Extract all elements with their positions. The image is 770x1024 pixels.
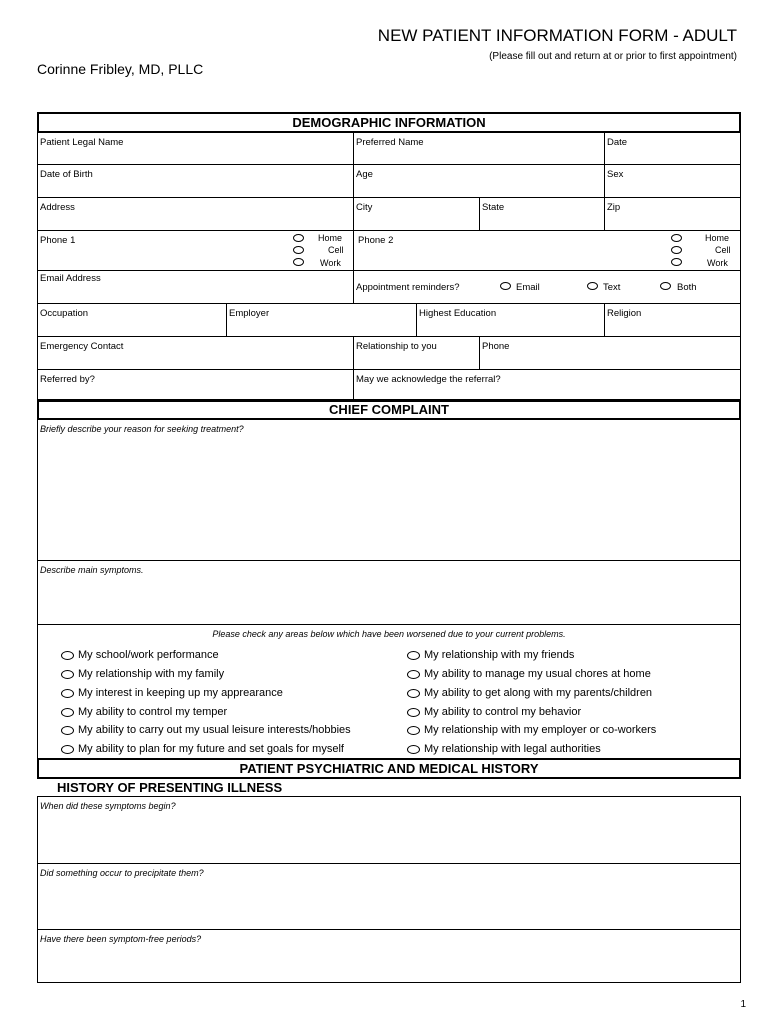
- occupation-field[interactable]: [38, 304, 227, 336]
- history-heading: PATIENT PSYCHIATRIC AND MEDICAL HISTORY: [37, 758, 741, 779]
- phone1-label: Phone 1: [40, 235, 76, 246]
- patient-legal-name-field[interactable]: [38, 133, 354, 164]
- form-title: NEW PATIENT INFORMATION FORM - ADULT: [377, 26, 737, 45]
- left-check-1[interactable]: [61, 649, 219, 661]
- check-radio[interactable]: [61, 745, 74, 754]
- phone1-cell-label: Cell: [328, 245, 344, 255]
- check-label: My ability to control my temper: [78, 706, 228, 718]
- presenting-illness-subheading: HISTORY OF PRESENTING ILLNESS: [57, 780, 283, 795]
- phone1-home-label: Home: [318, 233, 343, 243]
- email-label: Email Address: [40, 273, 101, 284]
- reminder-email-label: Email: [516, 282, 540, 293]
- emergency-phone-label: Phone: [482, 341, 510, 352]
- right-check-2[interactable]: [407, 668, 651, 680]
- dob-label: Date of Birth: [40, 169, 93, 180]
- preferred-name-label: Preferred Name: [356, 137, 424, 148]
- phone2-cell-radio[interactable]: [671, 246, 682, 254]
- practice-name: Corinne Fribley, MD, PLLC: [37, 61, 204, 77]
- demographic-grid: [37, 133, 741, 402]
- check-radio[interactable]: [407, 745, 420, 754]
- relationship-field[interactable]: [354, 337, 480, 369]
- check-radio[interactable]: [61, 708, 74, 717]
- row-occupation: [38, 304, 740, 337]
- check-label: My ability to get along with my parents/children: [424, 687, 653, 699]
- state-field[interactable]: [480, 198, 605, 230]
- email-field[interactable]: [38, 271, 354, 303]
- address-label: Address: [40, 202, 75, 213]
- employer-field[interactable]: [227, 304, 417, 336]
- right-check-4[interactable]: [407, 706, 581, 718]
- check-label: My interest in keeping up my apprearance: [78, 687, 283, 699]
- emergency-contact-field[interactable]: [38, 337, 354, 369]
- right-check-6[interactable]: [407, 743, 601, 755]
- state-label: State: [482, 202, 505, 213]
- date-field[interactable]: [605, 133, 740, 164]
- row-phones: [38, 231, 740, 271]
- chief-complaint-heading: CHIEF COMPLAINT: [37, 399, 741, 420]
- history-grid: [37, 796, 741, 983]
- form-subtitle: (Please fill out and return at or prior to first appointment): [489, 51, 737, 62]
- reminder-text-radio[interactable]: [587, 282, 598, 290]
- employer-label: Employer: [229, 308, 270, 319]
- reminder-both-radio[interactable]: [660, 282, 671, 290]
- chief-complaint-grid: [37, 420, 741, 760]
- row-dob: [38, 165, 740, 198]
- education-field[interactable]: [417, 304, 605, 336]
- symptom-free-field[interactable]: [38, 930, 740, 982]
- reminders-field: [354, 271, 740, 303]
- phone2-home-label: Home: [705, 233, 730, 243]
- row-name: [38, 133, 740, 165]
- check-radio[interactable]: [407, 689, 420, 698]
- sex-field[interactable]: [605, 165, 740, 197]
- zip-label: Zip: [607, 202, 621, 213]
- phone1-work-label: Work: [320, 258, 341, 268]
- phone1-home-radio[interactable]: [293, 234, 304, 242]
- left-check-3[interactable]: [61, 687, 283, 699]
- demographic-heading: DEMOGRAPHIC INFORMATION: [37, 112, 741, 133]
- phone2-work-label: Work: [707, 258, 728, 268]
- age-field[interactable]: [354, 165, 605, 197]
- row-address: [38, 198, 740, 231]
- dob-field[interactable]: [38, 165, 354, 197]
- symptoms-label: Describe main symptoms.: [40, 565, 144, 575]
- reminder-both-label: Both: [677, 282, 697, 293]
- row-referral: [38, 370, 740, 401]
- reminder-text-label: Text: [603, 282, 621, 293]
- check-label: My relationship with my friends: [424, 649, 575, 661]
- left-check-4[interactable]: [61, 706, 227, 718]
- emergency-contact-label: Emergency Contact: [40, 341, 124, 352]
- phone2-work-radio[interactable]: [671, 258, 682, 266]
- right-check-3[interactable]: [407, 687, 652, 699]
- check-label: My relationship with my family: [78, 668, 225, 680]
- religion-field[interactable]: [605, 304, 740, 336]
- phone2-label: Phone 2: [358, 235, 394, 246]
- check-radio[interactable]: [61, 670, 74, 679]
- check-label: My school/work performance: [78, 649, 219, 661]
- occupation-label: Occupation: [40, 308, 89, 319]
- relationship-label: Relationship to you: [356, 341, 437, 352]
- check-radio[interactable]: [61, 651, 74, 660]
- symptoms-field[interactable]: [38, 561, 740, 625]
- acknowledge-referral-label: May we acknowledge the referral?: [356, 374, 501, 385]
- check-label: My relationship with legal authorities: [424, 743, 601, 755]
- phone2-field[interactable]: [354, 231, 740, 270]
- phone1-cell-radio[interactable]: [293, 246, 304, 254]
- check-radio[interactable]: [407, 670, 420, 679]
- check-label: My relationship with my employer or co-workers: [424, 724, 657, 736]
- phone1-work-radio[interactable]: [293, 258, 304, 266]
- phone1-field[interactable]: [38, 231, 354, 270]
- check-radio[interactable]: [61, 726, 74, 735]
- row-emergency: [38, 337, 740, 370]
- phone2-home-radio[interactable]: [671, 234, 682, 242]
- city-label: City: [356, 202, 373, 213]
- symptoms-begin-label: When did these symptoms begin?: [40, 801, 176, 811]
- left-check-2[interactable]: [61, 668, 224, 680]
- patient-legal-name-label: Patient Legal Name: [40, 137, 124, 148]
- age-label: Age: [356, 169, 373, 180]
- precipitate-label: Did something occur to precipitate them?: [40, 868, 204, 878]
- reason-label: Briefly describe your reason for seeking treatment?: [40, 424, 244, 434]
- reason-field[interactable]: [38, 420, 740, 561]
- row-email: [38, 271, 740, 304]
- precipitate-field[interactable]: [38, 864, 740, 930]
- symptoms-begin-field[interactable]: [38, 797, 740, 864]
- page-number: 1: [740, 999, 746, 1010]
- city-field[interactable]: [354, 198, 480, 230]
- check-label: My ability to plan for my future and set goals for myself: [78, 743, 344, 755]
- referred-by-field[interactable]: [38, 370, 354, 401]
- left-check-6[interactable]: [61, 743, 344, 755]
- phone2-cell-label: Cell: [715, 245, 731, 255]
- religion-label: Religion: [607, 308, 642, 319]
- left-check-5[interactable]: [61, 724, 351, 736]
- referred-by-label: Referred by?: [40, 374, 95, 385]
- zip-field[interactable]: [605, 198, 740, 230]
- check-radio[interactable]: [61, 689, 74, 698]
- education-label: Highest Education: [419, 308, 497, 319]
- check-label: My ability to control my behavior: [424, 706, 582, 718]
- check-prompt: Please check any areas below which have been worsened due to your current problems.: [212, 629, 566, 639]
- reminder-email-radio[interactable]: [500, 282, 511, 290]
- emergency-phone-field[interactable]: [480, 337, 740, 369]
- check-label: My ability to carry out my usual leisure interests/hobbies: [78, 724, 351, 736]
- check-radio[interactable]: [407, 651, 420, 660]
- check-label: My ability to manage my usual chores at home: [424, 668, 651, 680]
- right-check-5[interactable]: [407, 724, 656, 736]
- right-check-1[interactable]: [407, 649, 574, 661]
- date-label: Date: [607, 137, 628, 148]
- address-field[interactable]: [38, 198, 354, 230]
- reminders-label: Appointment reminders?: [356, 282, 460, 293]
- sex-label: Sex: [607, 169, 624, 180]
- symptom-free-label: Have there been symptom-free periods?: [40, 934, 202, 944]
- check-radio[interactable]: [407, 726, 420, 735]
- worsened-areas: [38, 625, 740, 759]
- preferred-name-field[interactable]: [354, 133, 605, 164]
- check-radio[interactable]: [407, 708, 420, 717]
- acknowledge-referral-field[interactable]: [354, 370, 740, 401]
